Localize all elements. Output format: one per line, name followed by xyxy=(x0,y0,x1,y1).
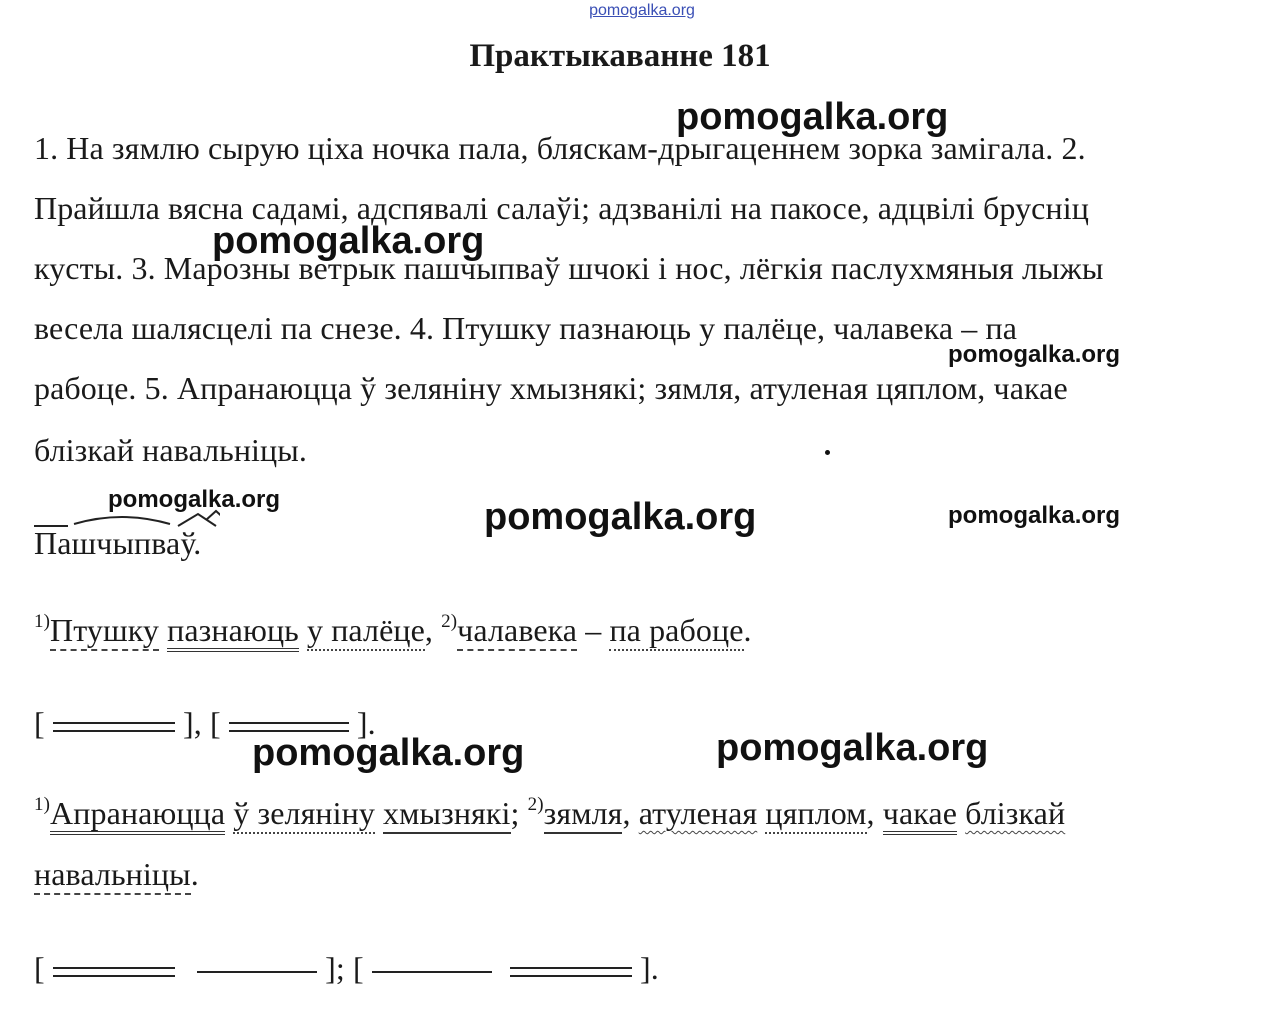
dot-mark xyxy=(825,450,830,455)
text-line-6: блізкай навальніцы. xyxy=(34,432,307,468)
adverbial-word: у палёце xyxy=(307,612,425,651)
sentence-5-analysis-line-1 xyxy=(34,795,1065,832)
adverbial-word: ў зеляніну xyxy=(233,795,375,834)
punct: . xyxy=(743,612,752,648)
subject-line xyxy=(197,971,317,973)
predicate-line xyxy=(53,967,175,977)
watermark: pomogalka.org xyxy=(948,502,1121,529)
text-line-5: рабоце. 5. Апранаюцца ў зеляніну хмызнякі; зямля, атуленая цяплом, чакае xyxy=(34,370,1068,406)
watermark: pomogalka.org xyxy=(676,96,949,138)
site-link[interactable]: pomogalka.org xyxy=(589,2,695,19)
object-word: чалавека xyxy=(457,612,577,651)
clause-number: 2) xyxy=(441,611,458,632)
punct: ; xyxy=(510,795,520,831)
adverbial-word: па рабоце xyxy=(609,612,743,651)
watermark: pomogalka.org xyxy=(948,341,1121,368)
bracket: ], [ xyxy=(182,705,221,741)
text-line-3: кусты. 3. Марозны ветрык пашчыпваў шчокі і нос, лёгкія паслухмяныя лыжы xyxy=(34,250,1104,286)
watermark: pomogalka.org xyxy=(716,727,989,769)
predicate-line xyxy=(510,967,632,977)
text-line-4: весела шалясцелі па снезе. 4. Птушку пазнаюць у палёце, чалавека – па xyxy=(34,310,1017,346)
exercise-title: Практыкаванне 181 xyxy=(469,38,771,74)
watermark: pomogalka.org xyxy=(484,496,757,538)
bracket: [ xyxy=(34,950,45,986)
sentence-5-analysis-line-2 xyxy=(34,856,199,893)
watermark: pomogalka.org xyxy=(108,486,281,513)
watermark: pomogalka.org xyxy=(252,732,525,774)
subject-line xyxy=(372,971,492,973)
bracket: ]; [ xyxy=(325,950,364,986)
clause-number: 1) xyxy=(34,611,51,632)
object-word: Птушку xyxy=(50,612,159,651)
punct: – xyxy=(585,612,602,648)
clause-number: 1) xyxy=(34,794,51,815)
predicate-line xyxy=(229,722,349,732)
attribute-word: атуленая xyxy=(638,795,758,831)
predicate-word: чакае xyxy=(883,795,957,835)
punct: . xyxy=(190,856,199,892)
punct: , xyxy=(424,612,434,648)
predicate-word: пазнаюць xyxy=(167,612,299,652)
scheme-5 xyxy=(34,950,659,987)
predicate-line xyxy=(53,722,175,732)
bracket: ]. xyxy=(356,705,376,741)
punct: , xyxy=(866,795,875,831)
adverbial-word: цяплом xyxy=(765,795,866,834)
sentence-4-analysis xyxy=(34,612,752,649)
attribute-word: блізкай xyxy=(965,795,1066,831)
clause-number: 2) xyxy=(527,794,544,815)
morpheme-word: Пашчыпваў. xyxy=(34,525,202,561)
text-line-1: 1. На зямлю сырую ціха ночка пала, бляскам-дрыгаценнем зорка замігала. 2. xyxy=(34,130,1086,166)
predicate-word: Апранаюцца xyxy=(50,795,225,835)
bracket: [ xyxy=(34,705,45,741)
text-line-2: Прайшла вясна садамі, адспявалі салаўі; адзванілі на пакосе, адцвілі брусніц xyxy=(34,190,1089,226)
object-word: навальніцы xyxy=(34,856,191,895)
bracket: ]. xyxy=(640,950,659,986)
watermark: pomogalka.org xyxy=(212,220,485,262)
subject-word: хмызнякі xyxy=(383,795,510,834)
punct: , xyxy=(622,795,631,831)
subject-word: зямля xyxy=(544,795,623,834)
